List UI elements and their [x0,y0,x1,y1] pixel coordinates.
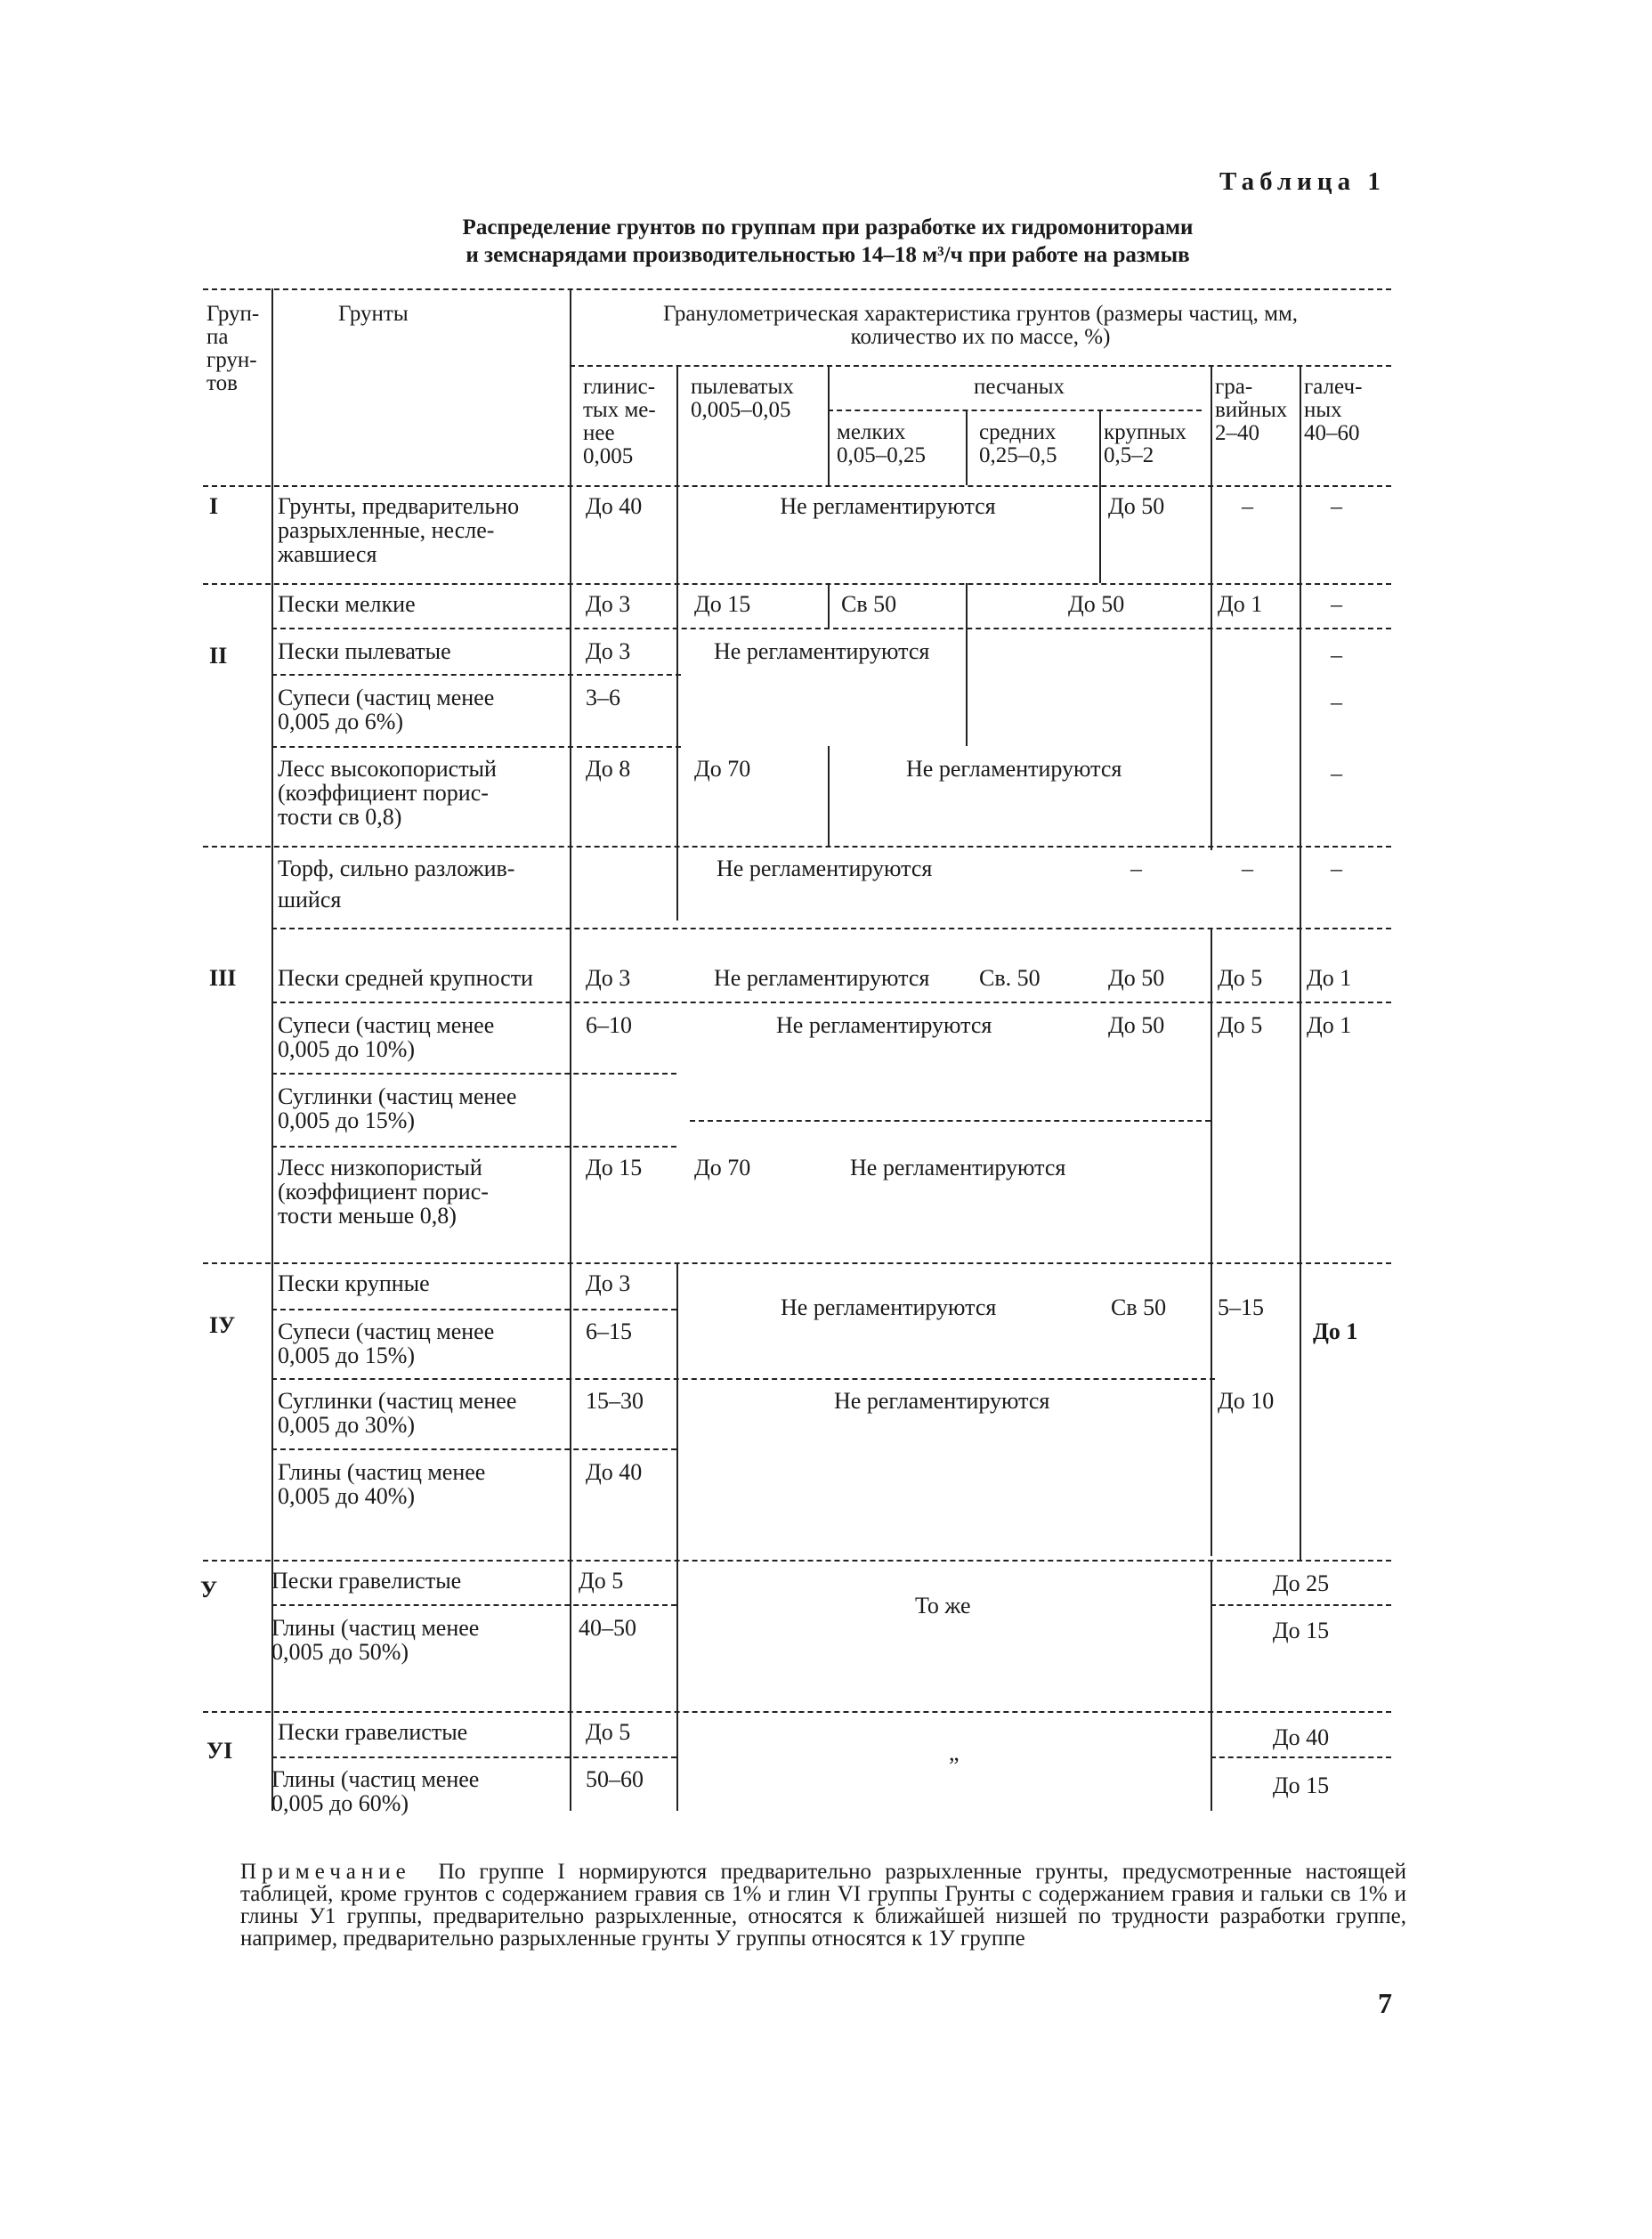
coarse-r7: До 50 [1108,965,1165,991]
gp-r15: До 25 [1272,1570,1330,1596]
header-pebble: галеч- ных 40–60 [1304,375,1363,445]
title-line-2: и земснарядами производительностью 14–18 м³/ч при работе на размыв [466,243,1190,267]
medcoarse-r2: До 50 [1068,591,1125,617]
dust-r5: До 70 [694,756,751,782]
coarse-r6: – [1130,856,1142,881]
pebble-r6: – [1331,856,1342,881]
note-text: По группе I нормируются предварительно разрыхленные грунты, предусмотренные настоящей таблицей, кроме грунтов с содержанием гравия св 1% и глин VI группы Грунты с содержанием гравия и гальки св 1% и глины У1 группы, предварительно разрыхленные, относятся к ближайшей низшей по трудности разработки группе, например, предварительно разрыхленные грунты У группы относятся к 1У группе [240,1860,1407,1951]
rule-r9-mid [690,1120,1211,1122]
gravel-r2: До 1 [1218,591,1263,617]
soil-r1: Грунты, предварительно разрыхленные, несле- жавшиеся [278,493,520,567]
clay-r11: До 3 [586,1270,631,1296]
clay-r16: 40–50 [579,1615,636,1641]
pebble-r1: – [1331,493,1342,519]
gravel-r1: – [1242,493,1253,519]
header-coarse: крупных 0,5–2 [1104,420,1186,467]
vline-fine-h [966,410,968,485]
nr-r10: Не регламентируются [850,1155,1066,1180]
vline-medium-r1 [1099,485,1101,583]
header-medium: средних 0,25–0,5 [979,420,1057,467]
nr-r5: Не регламентируются [906,756,1122,782]
group-label-3: III [209,965,237,991]
note-label: Примечание [240,1860,411,1884]
rule-r11-bottom [271,1309,676,1310]
rule-r15-bottom [271,1604,676,1606]
rule-r17-bottom [271,1756,676,1758]
coarse-r1: До 50 [1108,493,1165,519]
header-group: Груп- па грун- тов [206,302,260,395]
rule-r3-bottom [271,674,681,676]
header-gravel: гра- вийных 2–40 [1215,375,1288,445]
rule-r13-bottom [271,1448,676,1450]
vline-dust-r2 [828,583,830,628]
vline-gravel [1300,365,1301,1560]
header-clay: глинис- тых ме- нее 0,005 [583,375,656,468]
rule-g1-bottom [203,583,1391,585]
rule-r8-bottom [271,1073,676,1075]
rule-r15-bottom-right [1211,1604,1391,1606]
group-label-4: IУ [209,1312,236,1338]
clay-r15: До 5 [579,1568,624,1594]
clay-r4: 3–6 [586,685,620,710]
header-fine: мелких 0,05–0,25 [837,420,926,467]
header-dust: пылеватых 0,005–0,05 [691,375,794,422]
rule-header-bottom [203,485,1391,487]
rule-r17-bottom-right [1211,1756,1391,1758]
nr-r12: Не регламентируются [781,1294,997,1320]
gravel-r6: – [1242,856,1253,881]
rule-r12-bottom [271,1378,1215,1380]
clay-r10: До 15 [586,1155,643,1180]
soil-r8: Супеси (частиц менее 0,005 до 10%) [278,1012,495,1062]
clay-r8: 6–10 [586,1012,632,1038]
clay-r3: До 3 [586,638,631,664]
soil-r10: Лесс низкопористый (коэффициент порис- тости меньше 0,8) [278,1155,489,1229]
pebble-r5: – [1331,760,1342,786]
rule-r7-bottom [271,1002,1391,1003]
vline-coarse-b [1211,928,1212,1386]
dust-r10: До 70 [694,1155,751,1180]
table-note [240,1861,1406,1950]
soil-r13: Суглинки (частиц менее 0,005 до 30%) [278,1388,517,1438]
header-soils: Грунты [338,302,409,326]
soil-r18: Глины (частиц менее 0,005 до 60%) [271,1766,480,1816]
gp-r16: До 15 [1272,1618,1330,1643]
clay-r14: До 40 [586,1459,643,1485]
pebble-r4: – [1331,689,1342,715]
rule-g5-bottom [203,1711,1391,1713]
gp-r17: До 40 [1272,1724,1330,1750]
nr-r13: Не регламентируются [834,1388,1050,1414]
soil-r12: Супеси (частиц менее 0,005 до 15%) [278,1318,495,1368]
soil-r6: Торф, сильно разложив- шийся [278,856,515,913]
nr-r6: Не регламентируются [717,856,933,881]
vline-coarse-c [1211,1378,1212,1556]
rule-g3-bottom [203,1262,1391,1264]
soil-r9: Суглинки (частиц менее 0,005 до 15%) [278,1083,517,1133]
clay-r18: 50–60 [586,1766,644,1792]
rule-r2-bottom [271,628,1391,629]
pebble-r3: – [1331,642,1342,668]
soil-r2: Пески мелкие [278,591,416,617]
soil-r7: Пески средней крупности [278,965,533,991]
soil-r15: Пески гравелистые [271,1568,462,1594]
gravel-r7: До 5 [1218,965,1263,991]
gravel-r12: 5–15 [1218,1294,1264,1320]
rule-r4-bottom [271,746,681,748]
nr-r8: Не регламентируются [776,1012,992,1038]
clay-r5: До 8 [586,756,631,782]
rule-r9-bottom [271,1146,676,1148]
same-r15: То же [915,1593,971,1618]
clay-r7: До 3 [586,965,631,991]
coarse-r12: Св 50 [1111,1294,1167,1320]
pebble-r12: До 1 [1313,1318,1358,1344]
soil-r3: Пески пылеватые [278,638,451,664]
same-r17: „ [949,1740,960,1765]
clay-r1: До 40 [586,493,643,519]
soil-r17: Пески гравелистые [278,1719,468,1745]
nr-r3: Не регламентируются [714,638,930,664]
title-line-1: Распределение грунтов по группам при разработке их гидромониторами [462,215,1194,239]
soil-r4: Супеси (частиц менее 0,005 до 6%) [278,685,495,734]
page-number: 7 [1378,1987,1392,2019]
gp-r18: До 15 [1272,1773,1330,1798]
soil-r14: Глины (частиц менее 0,005 до 40%) [278,1459,486,1509]
table-label: Таблица 1 [1219,167,1386,196]
dust-r2: До 15 [694,591,751,617]
nr-r7: Не регламентируются [714,965,930,991]
gravel-r8: До 5 [1218,1012,1263,1038]
coarse-r8: До 50 [1108,1012,1165,1038]
table-title [338,214,1317,269]
rule-sand-sub [828,410,1202,411]
vline-coarse-a [1211,365,1212,850]
vline-soils [570,288,571,1811]
soil-r11: Пески крупные [278,1270,430,1296]
vline-medium-h [1099,410,1101,485]
clay-r17: До 5 [586,1719,631,1745]
header-granulometric: Гранулометрическая характеристика грунтов (размеры частиц, мм, количество их по массе, %) [662,302,1299,349]
clay-r12: 6–15 [586,1318,632,1344]
vline-dust-r5 [828,746,830,846]
fine-r2: Св 50 [841,591,897,617]
group-label-5: У [200,1577,218,1602]
pebble-r8: До 1 [1307,1012,1352,1038]
rule-header-mid [570,365,1391,367]
rule-g2-bottom [203,846,1391,848]
medium-r7: Св. 50 [979,965,1041,991]
pebble-r2: – [1331,591,1342,617]
vline-clay-b [676,1262,678,1811]
group-label-2: II [209,643,228,669]
soil-r5: Лесс высокопористый (коэффициент порис- тости св 0,8) [278,756,497,830]
vline-clay-a [676,365,678,921]
header-sand: песчаных [973,375,1065,399]
group-label-6: УI [206,1738,233,1764]
nr-r1: Не регламентируются [780,493,996,519]
soil-r16: Глины (частиц менее 0,005 до 50%) [271,1615,480,1665]
rule-r6-bottom [271,928,1391,929]
pebble-r7: До 1 [1307,965,1352,991]
gravel-r13: До 10 [1218,1388,1275,1414]
rule-top [203,288,1391,290]
group-label-1: I [209,493,219,519]
rule-g4-bottom [203,1560,1391,1562]
vline-fine-r2 [966,583,968,746]
clay-r2: До 3 [586,591,631,617]
clay-r13: 15–30 [586,1388,644,1414]
